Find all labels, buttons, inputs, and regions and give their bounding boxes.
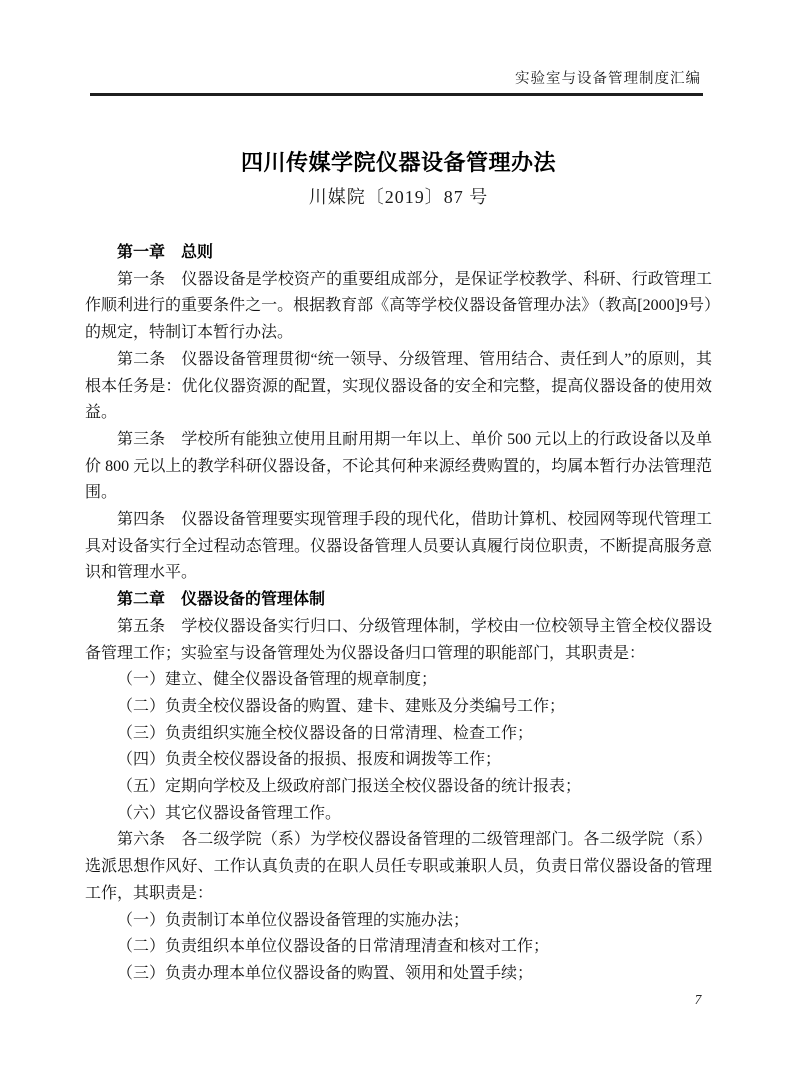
- chapter-heading: 第二章 仪器设备的管理体制: [117, 591, 326, 609]
- paragraph: （三）负责办理本单位仪器设备的购置、领用和处置手续；: [117, 964, 534, 982]
- document-content: [85, 0, 712, 988]
- paragraph: 第四条 仪器设备管理要实现管理手段的现代化，借助计算机、校园网等现代管理工具对设备实行全过程动态管理。仪器设备管理人员要认真履行岗位职责，不断提高服务意识和管理水平。: [85, 511, 712, 582]
- page-number: 7: [694, 992, 702, 1007]
- paragraph: （一）负责制订本单位仪器设备管理的实施办法；: [117, 911, 470, 929]
- paragraph: 第六条 各二级学院（系）为学校仪器设备管理的二级管理部门。各二级学院（系）选派思想作风好、工作认真负责的在职人员任专职或兼职人员，负责日常仪器设备的管理工作，其职责是：: [85, 831, 712, 902]
- paragraph: （二）负责组织本单位仪器设备的日常清理清查和核对工作；: [117, 938, 550, 956]
- paragraph: 第二条 仪器设备管理贯彻“统一领导、分级管理、管用结合、责任到人”的原则，其根本任务是：优化仪器资源的配置，实现仪器设备的安全和完整，提高仪器设备的使用效益。: [85, 350, 712, 422]
- paragraph: 第三条 学校所有能独立使用且耐用期一年以上、单价 500 元以上的行政设备以及单价 800 元以上的教学科研仪器设备，不论其何种来源经费购置的，均属本暂行办法管理范围。: [85, 430, 712, 502]
- paragraph: （四）负责全校仪器设备的报损、报废和调拨等工作；: [117, 751, 502, 769]
- paragraph: 第一条 仪器设备是学校资产的重要组成部分，是保证学校教学、科研、行政管理工作顺利进行的重要条件之一。根据教育部《高等学校仪器设备管理办法》（教高[2000]9号）的规定，特制订本暂行办法。: [85, 270, 712, 342]
- paragraph: 第五条 学校仪器设备实行归口、分级管理体制，学校由一位校领导主管全校仪器设备管理工作；实验室与设备管理处为仪器设备归口管理的职能部门，其职责是：: [85, 617, 712, 662]
- running-header: 实验室与设备管理制度汇编: [515, 71, 701, 87]
- paragraph: （五）定期向学校及上级政府部门报送全校仪器设备的统计报表；: [117, 778, 582, 796]
- paragraph: （二）负责全校仪器设备的购置、建卡、建账及分类编号工作；: [117, 697, 566, 715]
- paragraph: （六）其它仪器设备管理工作。: [117, 804, 342, 822]
- paragraph: （一）建立、健全仪器设备管理的规章制度；: [117, 671, 438, 689]
- document-title: 四川传媒学院仪器设备管理办法: [240, 150, 556, 175]
- chapter-heading: 第一章 总则: [117, 244, 214, 261]
- document-number: 川媒院〔2019〕87 号: [308, 187, 489, 207]
- paragraph: （三）负责组织实施全校仪器设备的日常清理、检查工作；: [117, 724, 534, 742]
- document-body: [85, 240, 712, 988]
